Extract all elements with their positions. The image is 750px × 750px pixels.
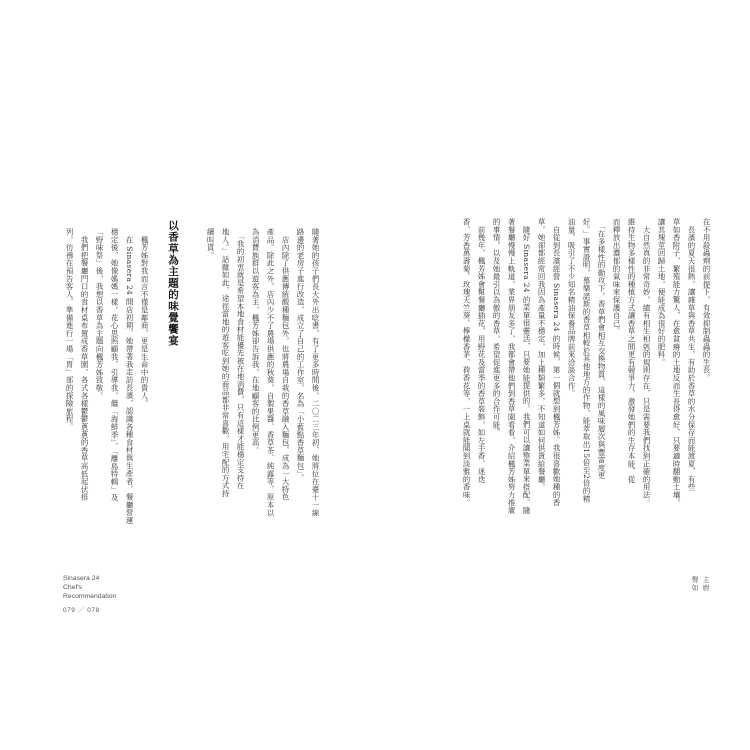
right-col-6: 維持生物多樣性的種植方式讓香草之間更有競爭力，激發她們的生存本能，從	[627, 218, 637, 484]
left-col-13: 我們把餐廳門口的食材桌布置成香草園，各式各樣鬱鬱蔥蔥的香草高低起伏排	[80, 228, 90, 501]
right-col-5: 大自然真的非常奇妙，總有相生相剋的規則存在，只是需要我們找到正確的用法。	[642, 218, 652, 507]
right-col-12: 草，她卻都經常回我因為產量不穩定，加上種類繁多，不知道如何供貨給餐廳。	[537, 218, 547, 491]
right-col-3: 草如香附子，繁殖能力驚人，在愈貧瘠的土地反而生長得愈好，只要適時翻動土壤，	[672, 218, 682, 507]
right-col-2: 長濱的夏天很熱，讓雜草與香草共生，有助於香草的水分保存而能渡夏，有些	[687, 218, 697, 491]
left-col-5: 為消費族群以遊客為主，楓芳姊卻告訴我，在地顧客的比例更高。	[251, 228, 261, 455]
left-col-7: 地人。」話雖如此，途徑當地的遊客吃到她的商品都非常喜歡，用宅配的方式持	[221, 228, 231, 498]
right-col-13: 隨好 Sinasera 24 的菜單很靈活，只要她能提供的，我們可以讓整菜單來搭配。隨	[522, 218, 532, 515]
footer-title-line-2: Chef's	[63, 584, 83, 591]
right-col-8: 「在多樣性的動攻下，香草們會相互交換物質，這樣的風味層次與豐富度更	[597, 218, 607, 480]
right-col-10: 油量，吸引了不少知名精油保養品牌前來洽談合作。	[567, 218, 577, 398]
section-heading: 以香草為主題的味覺饗宴	[167, 220, 179, 347]
left-col-8: 續叫貨。	[206, 228, 216, 260]
right-col-14: 著餐廳慢慢上軌道，業界朋友多了，我都會帶他們到香草園看看，介紹楓芳姊努力推廣	[507, 218, 517, 515]
right-col-1: 在不用殺蟲劑的前提下，有效抑制蟲蟲的生長。	[702, 218, 712, 382]
right-col-15: 的事情，以及她最引以為傲的香草，希望促進更多的合作可能。	[492, 218, 502, 437]
left-col-14: 列，彷彿在預告客人，準備進行一場「胃」部的探險旅程。	[65, 228, 75, 431]
right-col-17: 香、芳香萬壽菊、玫瑰天竺葵、檸檬香茅、荷香花等，一上桌就能聞到淡雅的香味。	[462, 218, 472, 507]
left-col-1: 隨著她的孩子們長大外出唸書，有了更多時間後，二〇二三年初，她將位在臺十一線	[311, 228, 321, 517]
right-col-9: 好。」事實證明，慕樂諾斯的香草相較於其他地方的作物，能萃取出15倍至2倍的精	[582, 218, 592, 503]
left-col-2: 路邊的老房子進行改造，成立了自己的工作室，名為「小藍點香草麵包」。	[296, 228, 306, 482]
left-col-9: 楓芳姊對我而言不僅是鄰商，更是生命中的貴人。	[140, 228, 150, 408]
right-col-7: 而釋放出濃郁的氣味來保護自己。	[612, 218, 622, 335]
right-col-11: 自從到長濱經營 Sinasera 24 的時候，第一個就想到楓芳姊。我很喜歡她種的香	[552, 218, 562, 507]
footer-title-line-1: Sinasera 24	[63, 575, 100, 582]
running-footer-title	[63, 574, 116, 601]
left-col-12: 「野味祭」後，我想以香草為主題向楓芳姊致敬。	[95, 228, 105, 400]
left-col-11: 穩定後，她像媽媽一樣，花心思照顧我，引導我，繼「海鮮季」、「離島特輯」及	[110, 228, 120, 502]
right-col-16: 前幾年，楓芳姊會幫餐廳插花，用野花及當季的香草裝飾，如左手香、迷迭	[477, 218, 487, 484]
left-col-6: 「我的初衷就是希望本地食材能優先被在地消費，只有這樣才能穩定支持在	[236, 228, 246, 490]
left-col-3: 店內除了供應傳統酸種麵包外，也將農場自栽的香草融入麵包，成為一大特色	[281, 228, 291, 501]
left-col-10: 在 Sinasera 24 開店初期，她帶著我走訪長濱，認識各種食材與生產者，餐廳營運	[125, 228, 135, 525]
right-col-4: 讓其塊莖回歸土地，便能成為很好的肥料。	[657, 218, 667, 367]
left-col-4: 產品。除此之外，店內少不了農場供應的秋葵，自製果醬、香草茶、純露等，原本以	[266, 228, 276, 517]
right-corner-tag-1: 主廚	[701, 576, 709, 592]
right-corner-tag-2: 聲如	[690, 576, 698, 592]
page-numbers: 079 ／ 078	[63, 607, 100, 614]
footer-title-line-3: Recommendation	[63, 593, 117, 600]
